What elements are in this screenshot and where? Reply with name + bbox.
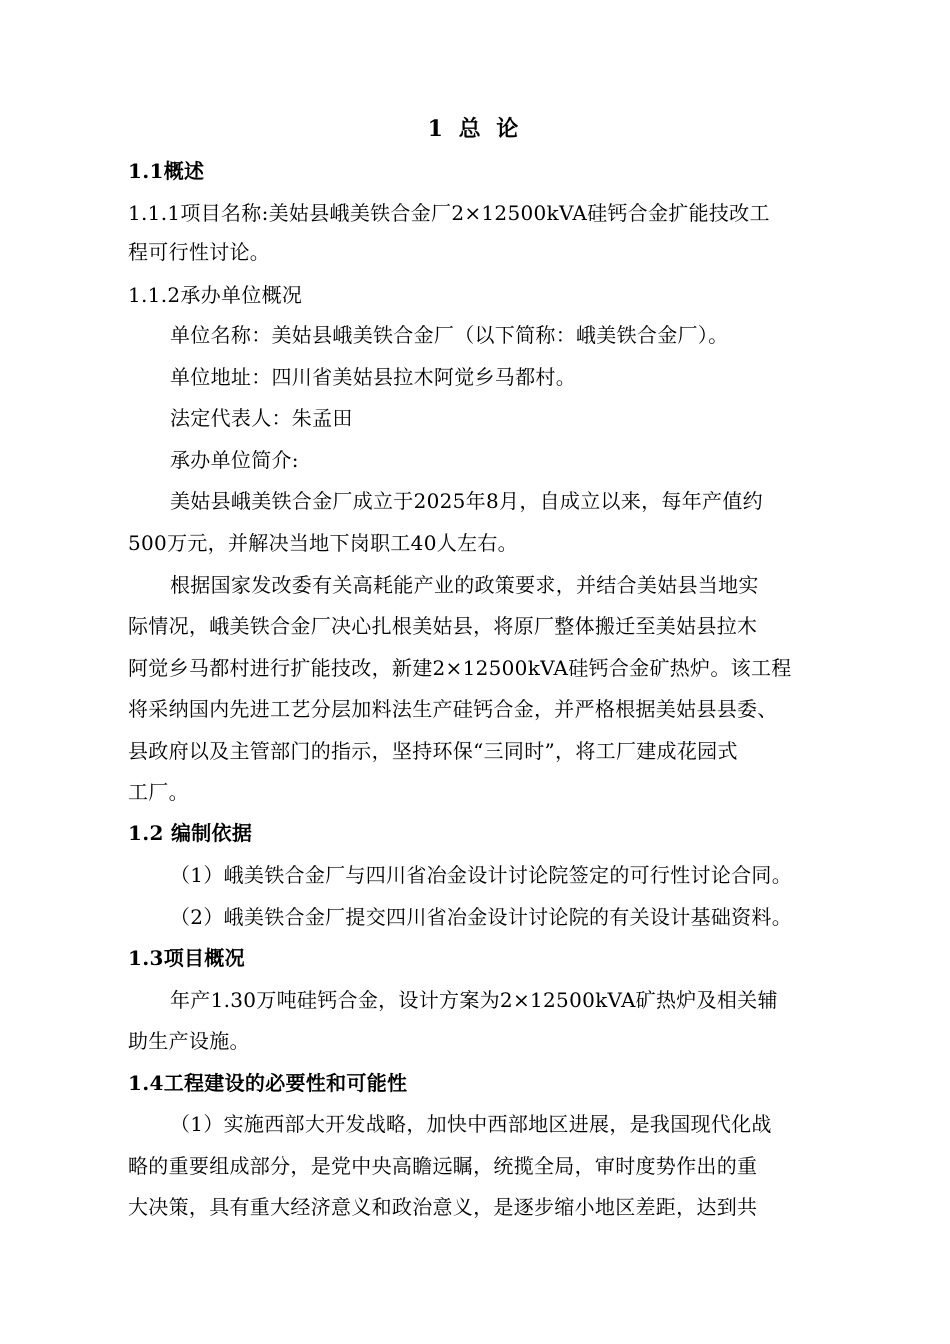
paragraph-line: （1）峨美铁合金厂与四川省冶金设计讨论院签定的可行性讨论合同。	[170, 863, 793, 887]
paragraph-line: 大决策，具有重大经济意义和政治意义，是逐步缩小地区差距，达到共	[128, 1195, 758, 1219]
paragraph-line: 500万元，并解决当地下岗职工40人左右。	[128, 531, 518, 555]
chapter-title: 1 总 论	[427, 116, 523, 142]
section-heading-1-2: 1.2 编制依据	[128, 821, 253, 845]
paragraph-line: 略的重要组成部分，是党中央高瞻远瞩，统揽全局，审时度势作出的重	[128, 1154, 758, 1178]
paragraph-line: 单位名称：美姑县峨美铁合金厂（以下简称：峨美铁合金厂）。	[170, 323, 729, 347]
paragraph-line: 县政府以及主管部门的指示，坚持环保“三同时”，将工厂建成花园式	[128, 739, 738, 763]
paragraph-line: （2）峨美铁合金厂提交四川省冶金设计讨论院的有关设计基础资料。	[170, 905, 793, 929]
paragraph-line: 程可行性讨论。	[128, 240, 271, 264]
section-heading-1-1: 1.1概述	[128, 159, 205, 183]
paragraph-line: 法定代表人：朱孟田	[170, 406, 353, 430]
paragraph-line: 将采纳国内先进工艺分层加料法生产硅钙合金，并严格根据美姑县县委、	[128, 697, 778, 721]
paragraph-line: 美姑县峨美铁合金厂成立于2025年8月，自成立以来，每年产值约	[170, 489, 763, 513]
paragraph-line: 1.1.1项目名称:美姑县峨美铁合金厂2×12500kVA硅钙合金扩能技改工	[128, 201, 770, 225]
paragraph-line: 年产1.30万吨硅钙合金，设计方案为2×12500kVA矿热炉及相关辅	[170, 988, 778, 1012]
paragraph-line: （1）实施西部大开发战略，加快中西部地区进展，是我国现代化战	[170, 1112, 772, 1136]
paragraph-line: 根据国家发改委有关高耗能产业的政策要求，并结合美姑县当地实	[170, 573, 759, 597]
paragraph-line: 际情况，峨美铁合金厂决心扎根美姑县，将原厂整体搬迁至美姑县拉木	[128, 614, 758, 638]
paragraph-line: 阿觉乡马都村进行扩能技改，新建2×12500kVA硅钙合金矿热炉。该工程	[128, 656, 792, 680]
section-heading-1-4: 1.4工程建设的必要性和可能性	[128, 1071, 408, 1095]
section-heading-1-3: 1.3项目概况	[128, 946, 245, 970]
paragraph-line: 承办单位简介:	[170, 448, 299, 472]
paragraph-line: 单位地址：四川省美姑县拉木阿觉乡马都村。	[170, 365, 576, 389]
paragraph-line: 助生产设施。	[128, 1029, 250, 1053]
subsection-heading-1-1-2: 1.1.2承办单位概况	[128, 283, 303, 307]
paragraph-line: 工厂。	[128, 780, 189, 804]
